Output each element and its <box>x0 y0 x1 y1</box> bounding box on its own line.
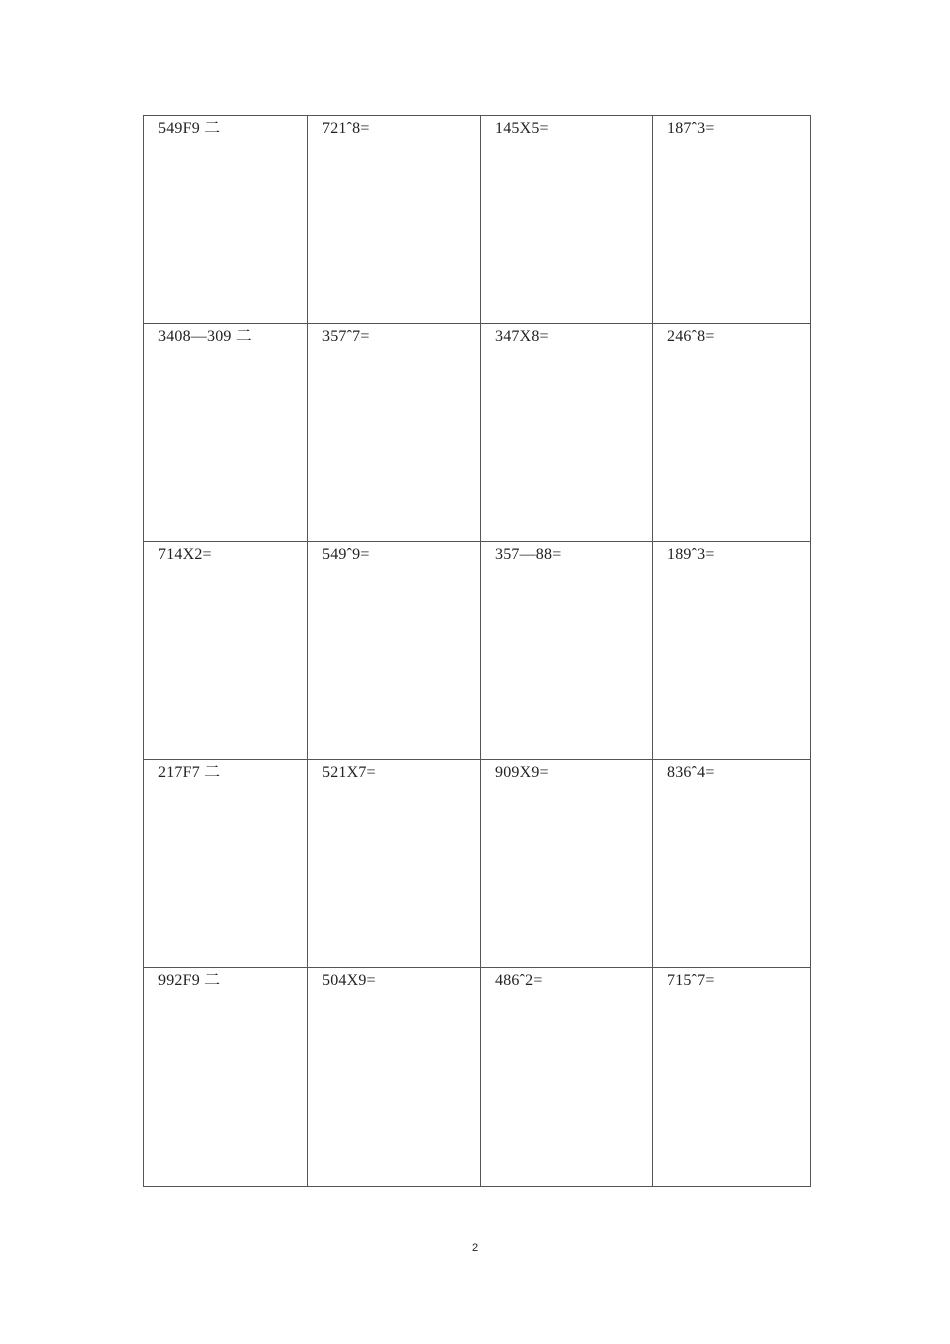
page-number: 2 <box>471 1242 479 1254</box>
problem-cell[interactable] <box>144 542 308 760</box>
problem-cell[interactable] <box>144 324 308 542</box>
problem-text: 357ˆ7= <box>322 328 370 345</box>
problem-text: 3408—309 二 <box>158 328 252 345</box>
arithmetic-worksheet-table <box>143 115 811 1187</box>
problem-text: 187ˆ3= <box>667 120 715 137</box>
problem-cell[interactable] <box>481 542 653 760</box>
problem-text: 549ˆ9= <box>322 546 370 563</box>
problem-text: 357—88= <box>495 546 562 563</box>
problem-cell[interactable] <box>481 324 653 542</box>
problem-cell[interactable] <box>308 542 481 760</box>
problem-text: 246ˆ8= <box>667 328 715 345</box>
problem-cell[interactable] <box>308 324 481 542</box>
problem-text: 486ˆ2= <box>495 972 543 989</box>
problem-text: 714X2= <box>158 546 212 563</box>
problem-cell[interactable] <box>481 116 653 324</box>
problem-text: 549F9 二 <box>158 120 221 137</box>
worksheet-row <box>144 116 811 324</box>
problem-text: 347X8= <box>495 328 549 345</box>
problem-text: 721ˆ8= <box>322 120 370 137</box>
problem-text: 992F9 二 <box>158 972 221 989</box>
problem-text: 189ˆ3= <box>667 546 715 563</box>
worksheet-row <box>144 324 811 542</box>
problem-text: 836ˆ4= <box>667 764 715 781</box>
problem-cell[interactable] <box>653 324 811 542</box>
problem-cell[interactable] <box>653 116 811 324</box>
problem-text: 504X9= <box>322 972 376 989</box>
worksheet-row <box>144 968 811 1187</box>
problem-cell[interactable] <box>653 760 811 968</box>
problem-cell[interactable] <box>308 116 481 324</box>
problem-cell[interactable] <box>144 968 308 1187</box>
problem-cell[interactable] <box>481 760 653 968</box>
problem-text: 521X7= <box>322 764 376 781</box>
problem-cell[interactable] <box>144 760 308 968</box>
problem-cell[interactable] <box>308 760 481 968</box>
problem-cell[interactable] <box>653 968 811 1187</box>
worksheet-row <box>144 542 811 760</box>
worksheet-row <box>144 760 811 968</box>
problem-text: 909X9= <box>495 764 549 781</box>
problem-cell[interactable] <box>308 968 481 1187</box>
problem-cell[interactable] <box>481 968 653 1187</box>
problem-cell[interactable] <box>653 542 811 760</box>
problem-text: 145X5= <box>495 120 549 137</box>
problem-cell[interactable] <box>144 116 308 324</box>
problem-text: 217F7 二 <box>158 764 221 781</box>
problem-text: 715ˆ7= <box>667 972 715 989</box>
